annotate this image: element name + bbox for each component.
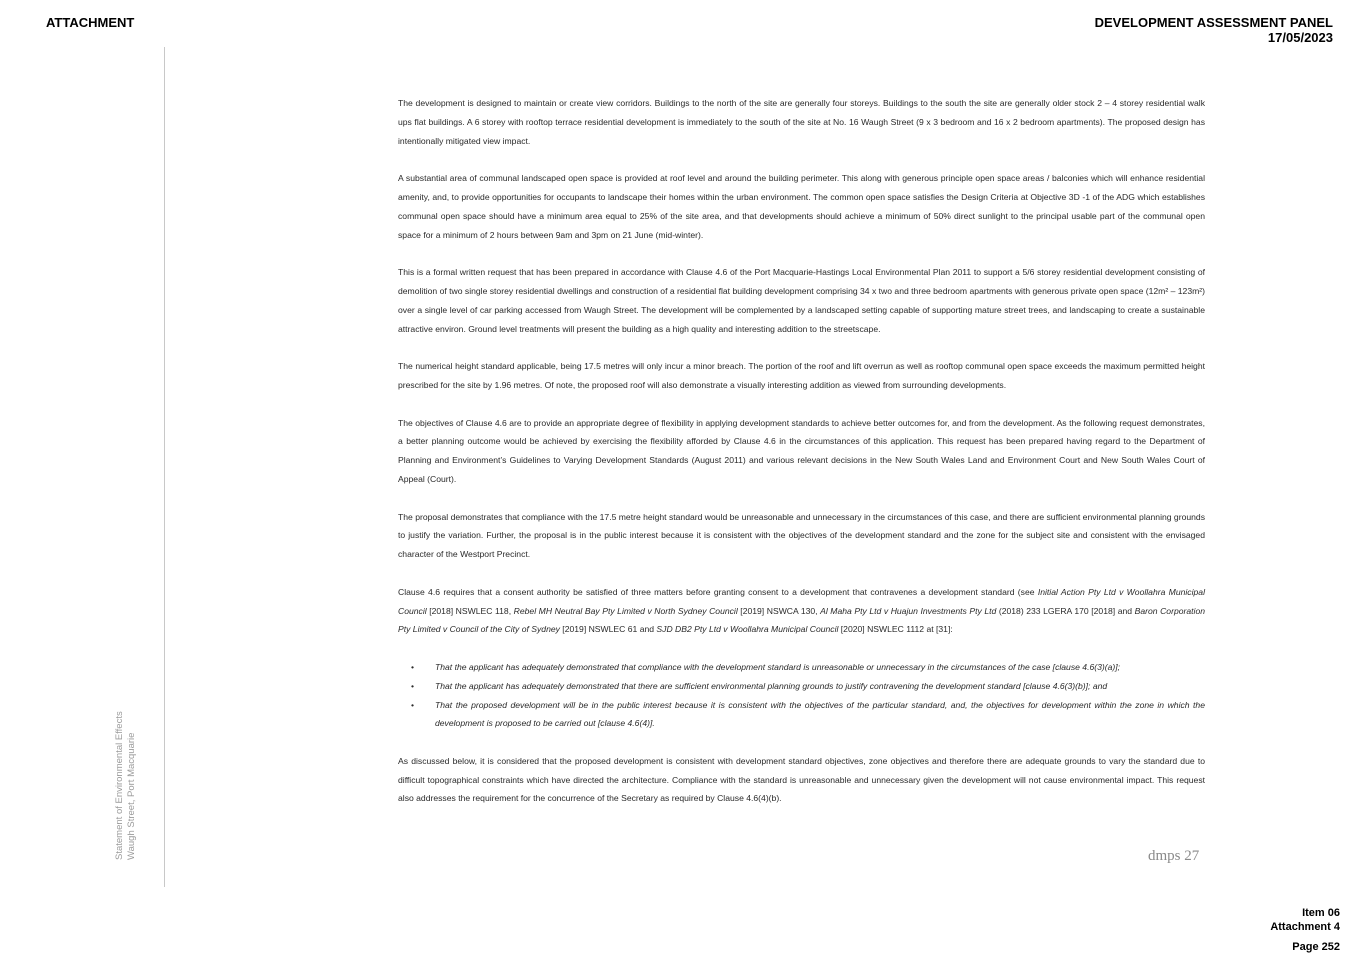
- list-item: • That the proposed development will be in the public interest because it is consistent with the objectives of the particular standard, and, the objectives for development within the zone in which the development is proposed to be carried out [clause 4.6(4)].: [435, 696, 1205, 734]
- case-text-1: Clause 4.6 requires that a consent authority be satisfied of three matters before granting consent to a development that contravenes a development standard (see: [398, 586, 1038, 597]
- sidebar-line-2: Waugh Street, Port Macquarie: [126, 732, 137, 860]
- case-citation-2: Rebel MH Neutral Bay Pty Limited v North Sydney Council: [513, 605, 738, 616]
- header-panel-block: [1095, 15, 1333, 45]
- paragraph-closing: As discussed below, it is considered that the proposed development is consistent with development standard objectives, zone objectives and therefore there are adequate grounds to vary the standard due to difficult topographical constraints which have directed the architecture. Compliance with the standard is unreasonable and unnecessary given the development will not cause environmental impact. This request also addresses the requirement for the concurrence of the Secretary as required by Clause 4.6(4)(b).: [398, 755, 1205, 804]
- case-citation-3: Al Maha Pty Ltd v Huajun Investments Pty Ltd: [820, 605, 997, 616]
- paragraph-case-law: [398, 583, 1205, 639]
- paragraph-communal-open-space: A substantial area of communal landscaped open space is provided at roof level and around the building perimeter. This along with generous principle open space areas / balconies which will enhance residential amenity, and, to provide opportunities for occupants to landscape their homes within the urban environment. The common open space satisfies the Design Criteria at Objective 3D -1 of the ADG which establishes communal open space should have a minimum area equal to 25% of the site area, and that developments should achieve a minimum of 50% direct sunlight to the principal usable part of the communal open space for a minimum of 2 hours between 9am and 3pm on 21 June (mid-winter).: [398, 173, 1205, 240]
- list-item: • That the applicant has adequately demonstrated that compliance with the development standard is unreasonable or unnecessary in the circumstances of the case [clause 4.6(3)(a)];: [435, 658, 1205, 677]
- sidebar-divider: [164, 47, 165, 887]
- paragraph-clause-objectives: The objectives of Clause 4.6 are to provide an appropriate degree of flexibility in applying development standards to achieve better outcomes for, and from the development. As the following request demonstrates, a better planning outcome would be achieved by exercising the flexibility afforded by Clause 4.6 in the circumstances of this application. This request has been prepared having regard to the Department of Planning and Environment’s Guidelines to Varying Development Standards (August 2011) and various relevant decisions in the New South Wales Land and Environment Court and New South Wales Court of Appeal (Court).: [398, 417, 1205, 484]
- case-citation-5: SJD DB2 Pty Ltd v Woollahra Municipal Council: [656, 624, 839, 635]
- case-text-3: [2019] NSWCA 130,: [737, 605, 821, 616]
- case-text-5: [2019] NSWLEC 61 and: [559, 624, 657, 635]
- footer-attachment: Attachment 4: [1270, 920, 1340, 933]
- header-attachment-label: ATTACHMENT: [46, 15, 135, 30]
- list-item: • That the applicant has adequately demonstrated that there are sufficient environmental planning grounds to justify contravening the development standard [clause 4.6(3)(b)]; and: [435, 677, 1205, 696]
- case-citation-4: Baron Corporation Pty Limited v Council of the City of Sydney: [398, 605, 1206, 635]
- page-brand-number: dmps 27: [1148, 848, 1200, 864]
- sidebar-line-1: Statement of Environmental Effects: [114, 711, 125, 860]
- document-body: [398, 94, 1205, 827]
- footer-block: [1270, 907, 1340, 955]
- case-text-6: [2020] NSWLEC 1112 at [31]:: [838, 624, 953, 635]
- paragraph-formal-request: This is a formal written request that has been prepared in accordance with Clause 4.6 of the Port Macquarie-Hastings Local Environmental Plan 2011 to support a 5/6 storey residential development consisting of demolition of two single storey residential dwellings and construction of a residential flat building development comprising 34 x two and three bedroom apartments with generous private open space (12m² – 123m²) over a single level of car parking accessed from Waugh Street. The development will be complemented by a landscaped setting capable of supporting mature street trees, and landscaping to create a sustainable attractive environ. Ground level treatments will present the building as a high quality and interesting addition to the streetscape.: [398, 267, 1205, 334]
- case-citation-1: Initial Action Pty Ltd v Woollahra Municipal Council: [398, 586, 1205, 616]
- consent-criteria-list: [398, 658, 1205, 733]
- footer-item: Item 06: [1302, 907, 1340, 919]
- paragraph-view-corridors: The development is designed to maintain or create view corridors. Buildings to the north of the site are generally four storeys. Buildings to the south the site are generally older stock 2 – 4 storey residential walk ups flat buildings. A 6 storey with rooftop terrace residential development is immediately to the south of the site at No. 16 Waugh Street (9 x 3 bedroom and 16 x 2 bedroom apartments). The proposed design has intentionally mitigated view impact.: [398, 98, 1205, 146]
- header-date: 17/05/2023: [1267, 30, 1333, 45]
- sidebar-document-title: [114, 711, 138, 860]
- case-text-2: [2018] NSWLEC 118,: [426, 605, 514, 616]
- paragraph-compliance: The proposal demonstrates that compliance with the 17.5 metre height standard would be unreasonable and unnecessary in the circumstances of this case, and there are sufficient environmental planning grounds to justify the variation. Further, the proposal is in the public interest because it is consistent with the objectives of the development standard and the zone for the subject site and consistent with the envisaged character of the Westport Precinct.: [398, 511, 1205, 560]
- footer-page-number: Page 252: [1292, 941, 1340, 953]
- case-text-4: (2018) 233 LGERA 170 [2018] and: [996, 605, 1135, 616]
- header-panel-title: DEVELOPMENT ASSESSMENT PANEL: [1094, 15, 1333, 30]
- paragraph-height-standard: The numerical height standard applicable, being 17.5 metres will only incur a minor breach. The portion of the roof and lift overrun as well as rooftop communal open space exceeds the maximum permitted height prescribed for the site by 1.96 metres. Of note, the proposed roof will also demonstrate a visually interesting addition as viewed from surrounding developments.: [398, 361, 1205, 390]
